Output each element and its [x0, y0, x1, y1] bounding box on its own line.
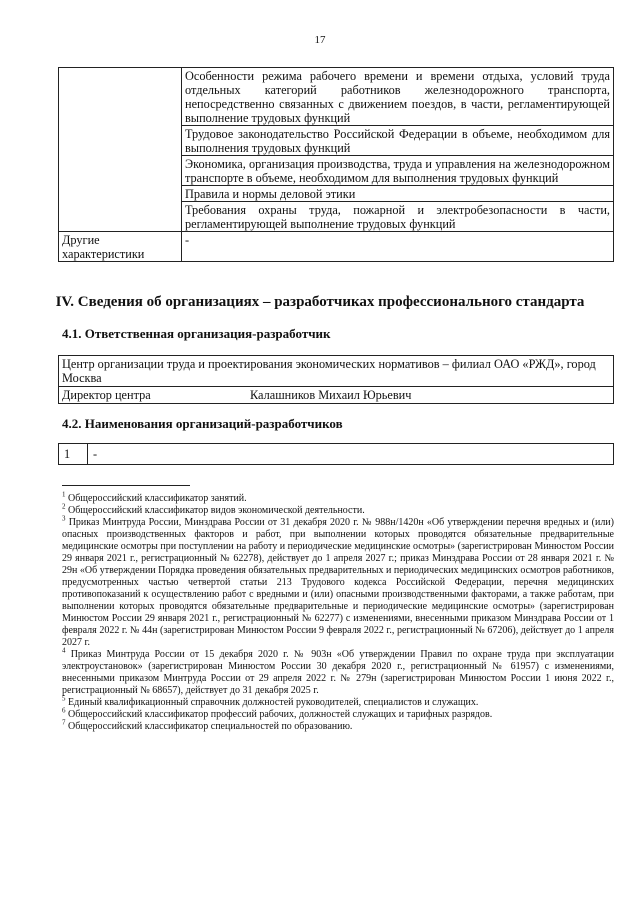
table-row [59, 68, 614, 126]
knowledge-item: Особенности режима рабочего времени и времени отдыха, условий труда отдельных категорий работников железнодорожного транспорта, непосредственно связанных с движением поездов, в части, регламентирующей выполнение трудовых функций [182, 68, 614, 126]
footnote-text: Приказ Минтруда России, Минздрава России от 31 декабря 2020 г. № 988н/1420н «Об утверждении перечня вредных и (или) опасных производственных факторов и работ, при выполнении которых проводятся обязательные предварительные медицинские осмотры при поступлении на работу и периодические медицинские осмотры» (зарегистрирован Минюстом России 29 января 2021 г., регистрационный № 62278), действует до 1 апреля 2027 г.; приказ Минздрава России от 28 января 2021 г. № 29н «Об утверждении Порядка проведения обязательных предварительных и периодических медицинских осмотров работников, предусмотренных частью четвертой статьи 213 Трудового кодекса Российской Федерации, перечня медицинских противопоказаний к осуществлению работ с вредными и (или) опасными производственными факторами, а также работам, при выполнении которых проводятся обязательные предварительные и периодические медицинские осмотры» (зарегистрирован Минюстом России 29 января 2021 г., регистрационный № 62277) с изменениями, внесенными приказом Минздрава России от 1 февраля 2022 г. № 44н (зарегистрирован Минюстом России 9 февраля 2022 г., регистрационный № 67206), действует до 1 апреля 2027 г. [62, 517, 614, 648]
footnote-text: Общероссийский классификатор специальностей по образованию. [68, 721, 353, 732]
responsible-org-table [58, 355, 614, 404]
developer-name: - [88, 444, 614, 465]
footnote-text: Общероссийский классификатор занятий. [68, 493, 247, 504]
footnote-mark: 1 [62, 490, 66, 499]
footnote [62, 646, 614, 697]
knowledge-item: Трудовое законодательство Российской Федерации в объеме, необходимом для выполнения трудовых функций [182, 126, 614, 156]
responsible-org-heading: 4.1. Ответственная организация-разработчик [62, 326, 331, 341]
table-row [59, 387, 614, 404]
footnote-text: Общероссийский классификатор видов экономической деятельности. [68, 505, 365, 516]
footnote [62, 718, 614, 733]
footnote [62, 694, 614, 709]
footnote-mark: 3 [62, 514, 66, 523]
footnote-mark: 6 [62, 706, 66, 715]
organization-name: Центр организации труда и проектирования экономических нормативов – филиал ОАО «РЖД», город Москва [59, 356, 614, 387]
knowledge-item: Экономика, организация производства, труда и управления на железнодорожном транспорте в объеме, необходимом для выполнения трудовых функций [182, 156, 614, 186]
director-name: Калашников Михаил Юрьевич [250, 388, 412, 402]
table-row [59, 356, 614, 387]
table-row [59, 444, 614, 465]
footnote [62, 502, 614, 517]
requirements-table [58, 67, 614, 262]
developer-number: 1 [59, 444, 88, 465]
footnote-mark: 7 [62, 718, 66, 727]
director-role: Директор центра [62, 388, 151, 402]
knowledge-item: Правила и нормы деловой этики [182, 186, 614, 202]
page-number: 17 [314, 34, 326, 46]
footnote-mark: 5 [62, 694, 66, 703]
other-characteristics-value: - [182, 232, 614, 262]
developers-table [58, 443, 614, 465]
footnote [62, 490, 614, 505]
footnote-mark: 2 [62, 502, 66, 511]
footnotes [62, 490, 614, 733]
director-cell [59, 387, 614, 404]
footnote-text: Общероссийский классификатор профессий рабочих, должностей служащих и тарифных разрядов. [68, 709, 493, 720]
other-characteristics-label: Другие характеристики [59, 232, 182, 262]
footnote-text: Приказ Минтруда России от 15 декабря 2020 г. № 903н «Об утверждении Правил по охране труда при эксплуатации электроустановок» (зарегистрирован Минюстом России 30 декабря 2020 г., регистрационный № 61957) с изменениями, внесенными приказом Минтруда России от 29 апреля 2022 г. № 279н (зарегистрирован Минюстом России 1 июня 2022 г., регистрационный № 68657), действует до 31 декабря 2025 г. [62, 649, 614, 696]
footnote [62, 706, 614, 721]
table-row [59, 232, 614, 262]
knowledge-item: Требования охраны труда, пожарной и электробезопасности в части, регламентирующей выполнение трудовых функций [182, 202, 614, 232]
section-title: IV. Сведения об организациях – разработчиках профессионального стандарта [55, 294, 585, 310]
footnote [62, 514, 614, 649]
footnote-text: Единый квалификационный справочник должностей руководителей, специалистов и служащих. [68, 697, 479, 708]
footnote-mark: 4 [62, 646, 66, 655]
director-row [62, 388, 610, 402]
developers-heading: 4.2. Наименования организаций-разработчиков [62, 416, 343, 431]
knowledge-label-cell [59, 68, 182, 232]
footnote-separator [62, 485, 190, 486]
